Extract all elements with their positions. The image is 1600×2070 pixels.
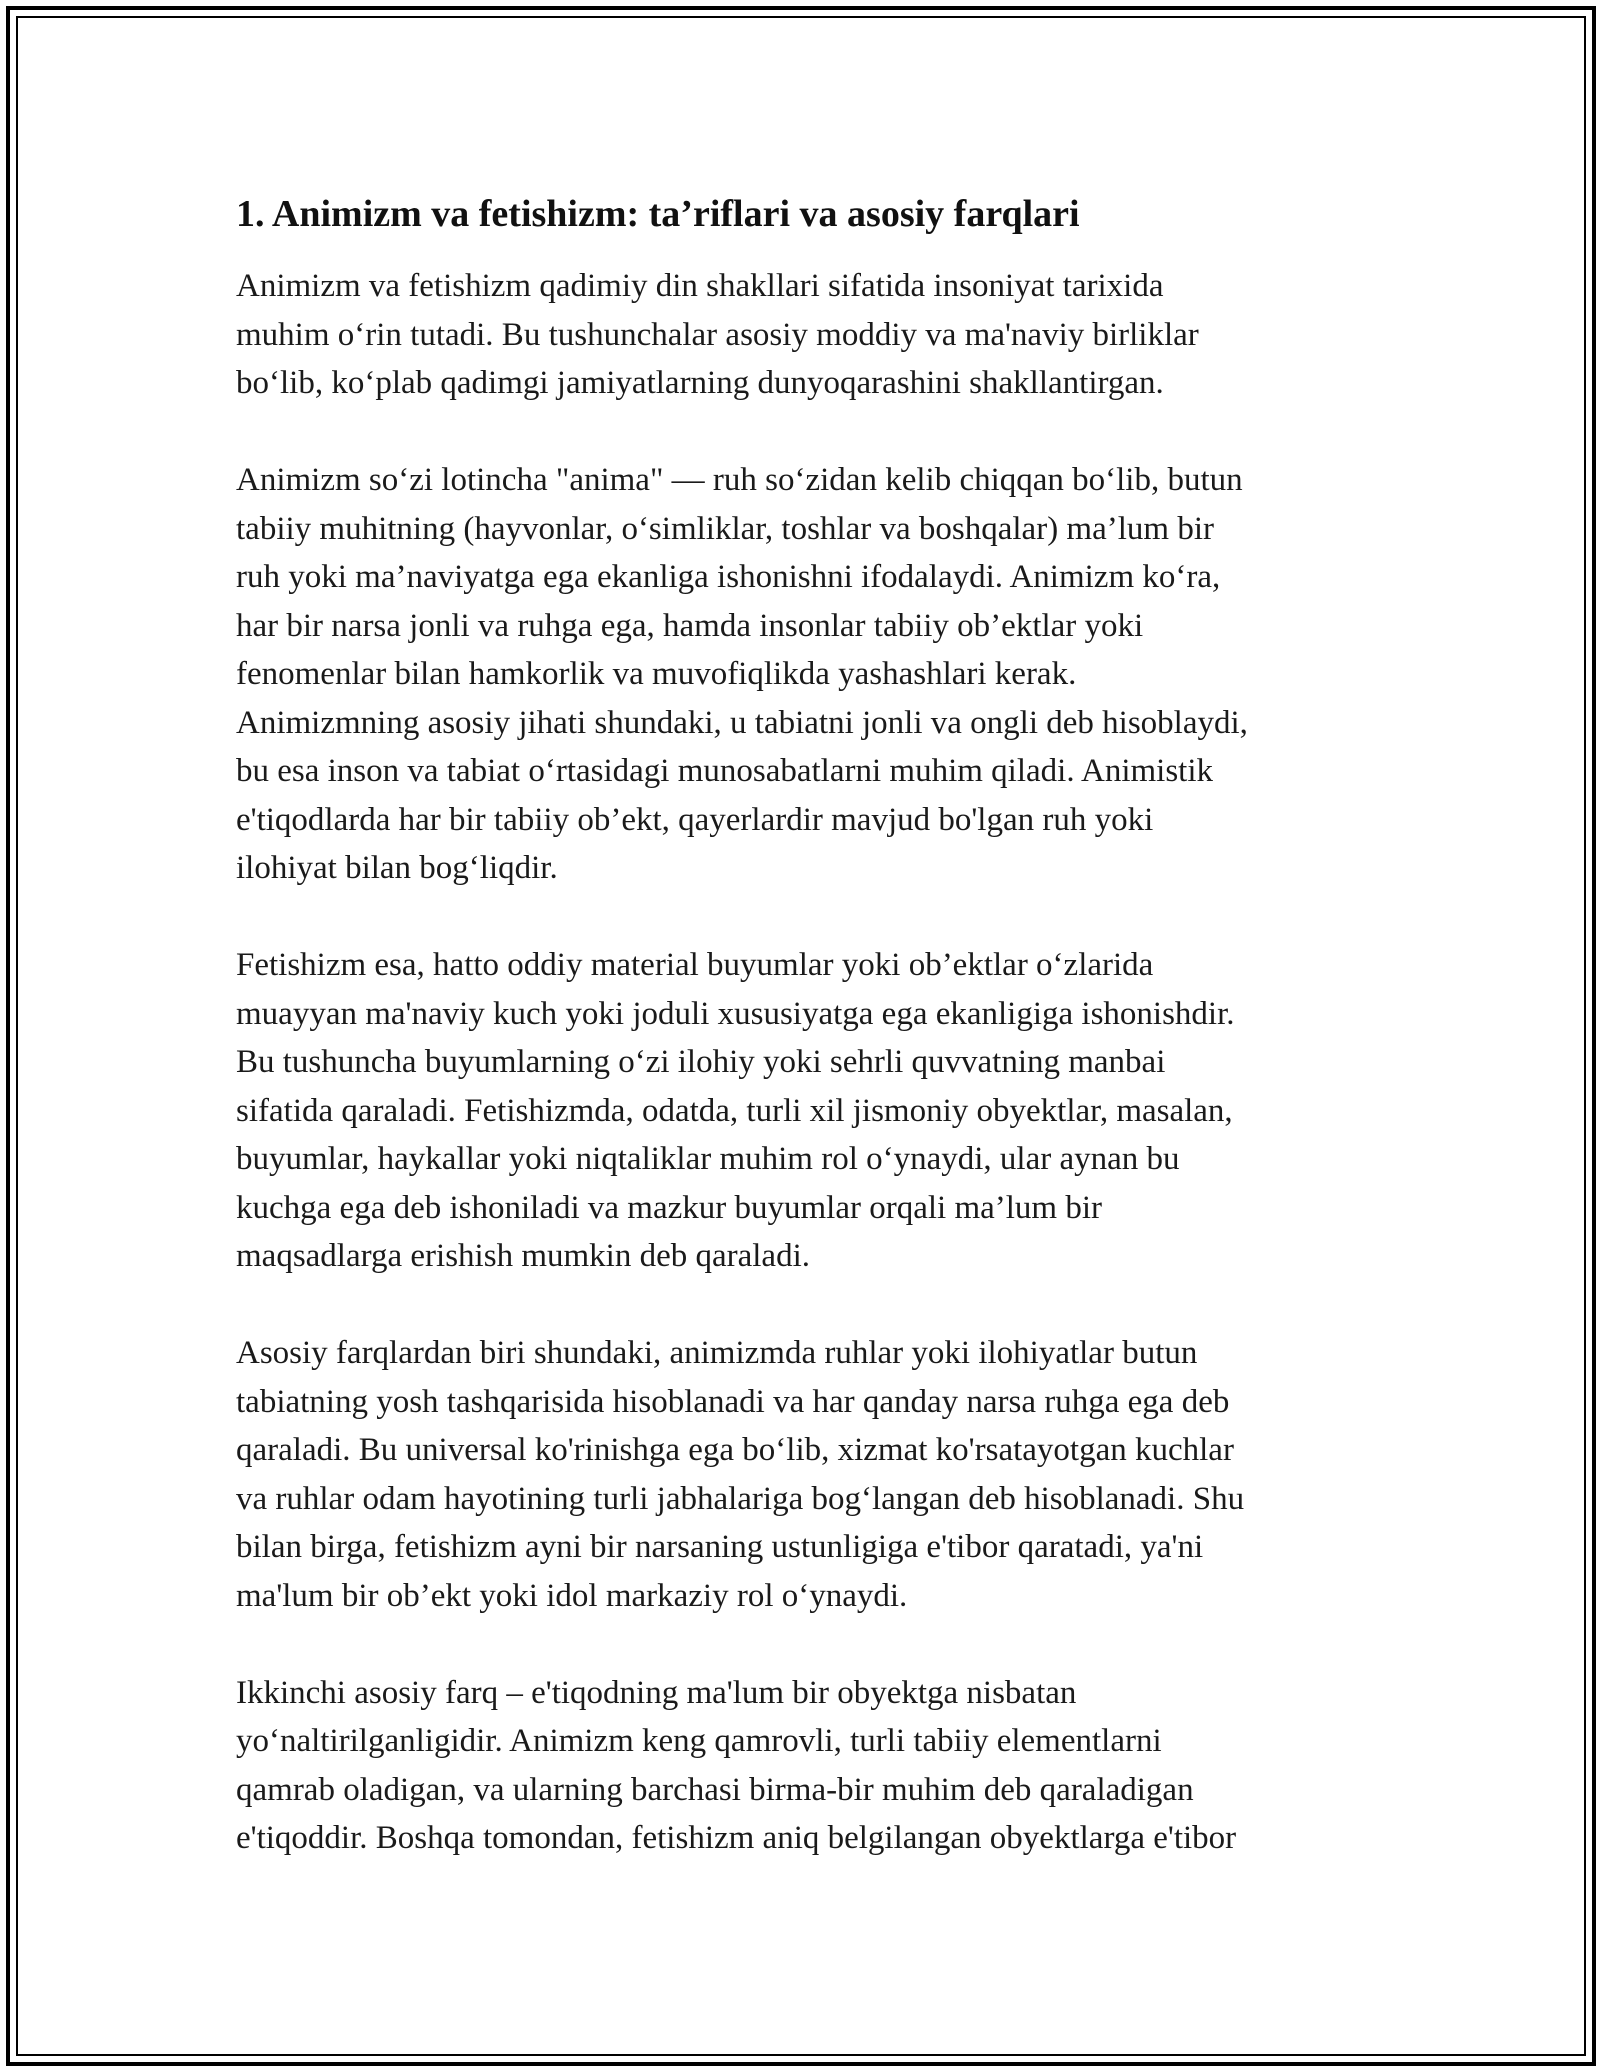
document-body	[236, 188, 1366, 1911]
section-heading: 1. Animizm va fetishizm: ta’riflari va asosiy farqlari	[236, 193, 1080, 235]
paragraph-animism: Animizm so‘zi lotincha "anima" — ruh so‘zidan kelib chiqqan bo‘lib, butun tabiiy muhitning (hayvonlar, o‘simliklar, toshlar va boshqalar) ma’lum bir ruh yoki ma’naviyatga ega ekanliga ishonishni ifodalaydi. Animizm ko‘ra, har bir narsa jonli va ruhga ega, hamda insonlar tabiiy ob’ektlar yoki fenomenlar bilan hamkorlik va muvofiqlikda yashashlari kerak. Animizmning asosiy jihati shundaki, u tabiatni jonli va ongli deb hisoblaydi, bu esa inson va tabiat o‘rtasidagi munosabatlarni muhim qiladi. Animistik e'tiqodlarda har bir tabiiy ob’ekt, qayerlardir mavjud bo'lgan ruh yoki ilohiyat bilan bog‘liqdir.	[236, 462, 1248, 886]
paragraph-fetishism: Fetishizm esa, hatto oddiy material buyumlar yoki ob’ektlar o‘zlarida muayyan ma'naviy kuch yoki joduli xususiyatga ega ekanligiga ishonishdir. Bu tushuncha buyumlarning o‘zi ilohiy yoki sehrli quvvatning manbai sifatida qaraladi. Fetishizmda, odatda, turli xil jismoniy obyektlar, masalan, buyumlar, haykallar yoki niqtaliklar muhim rol o‘ynaydi, ular aynan bu kuchga ega deb ishoniladi va mazkur buyumlar orqali ma’lum bir maqsadlarga erishish mumkin deb qaraladi.	[236, 947, 1235, 1274]
paragraph-first-difference: Asosiy farqlardan biri shundaki, animizmda ruhlar yoki ilohiyatlar butun tabiatning yosh tashqarisida hisoblanadi va har qanday narsa ruhga ega deb qaraladi. Bu universal ko'rinishga ega bo‘lib, xizmat ko'rsatayotgan kuchlar va ruhlar odam hayotining turli jabhalariga bog‘langan deb hisoblanadi. Shu bilan birga, fetishizm ayni bir narsaning ustunligiga e'tibor qaratadi, ya'ni ma'lum bir ob’ekt yoki idol markaziy rol o‘ynaydi.	[236, 1335, 1245, 1614]
paragraph-intro: Animizm va fetishizm qadimiy din shakllari sifatida insoniyat tarixida muhim o‘rin tutadi. Bu tushunchalar asosiy moddiy va ma'naviy birliklar bo‘lib, ko‘plab qadimgi jamiyatlarning dunyoqarashini shakllantirgan.	[236, 268, 1199, 401]
paragraph-second-difference: Ikkinchi asosiy farq – e'tiqodning ma'lum bir obyektga nisbatan yo‘naltirilganligidir. Animizm keng qamrovli, turli tabiiy elementlarni qamrab oladigan, va ularning barchasi birma-bir muhim deb qaraladigan e'tiqoddir. Boshqa tomondan, fetishizm aniq belgilangan obyektlarga e'tibor	[236, 1674, 1237, 1856]
